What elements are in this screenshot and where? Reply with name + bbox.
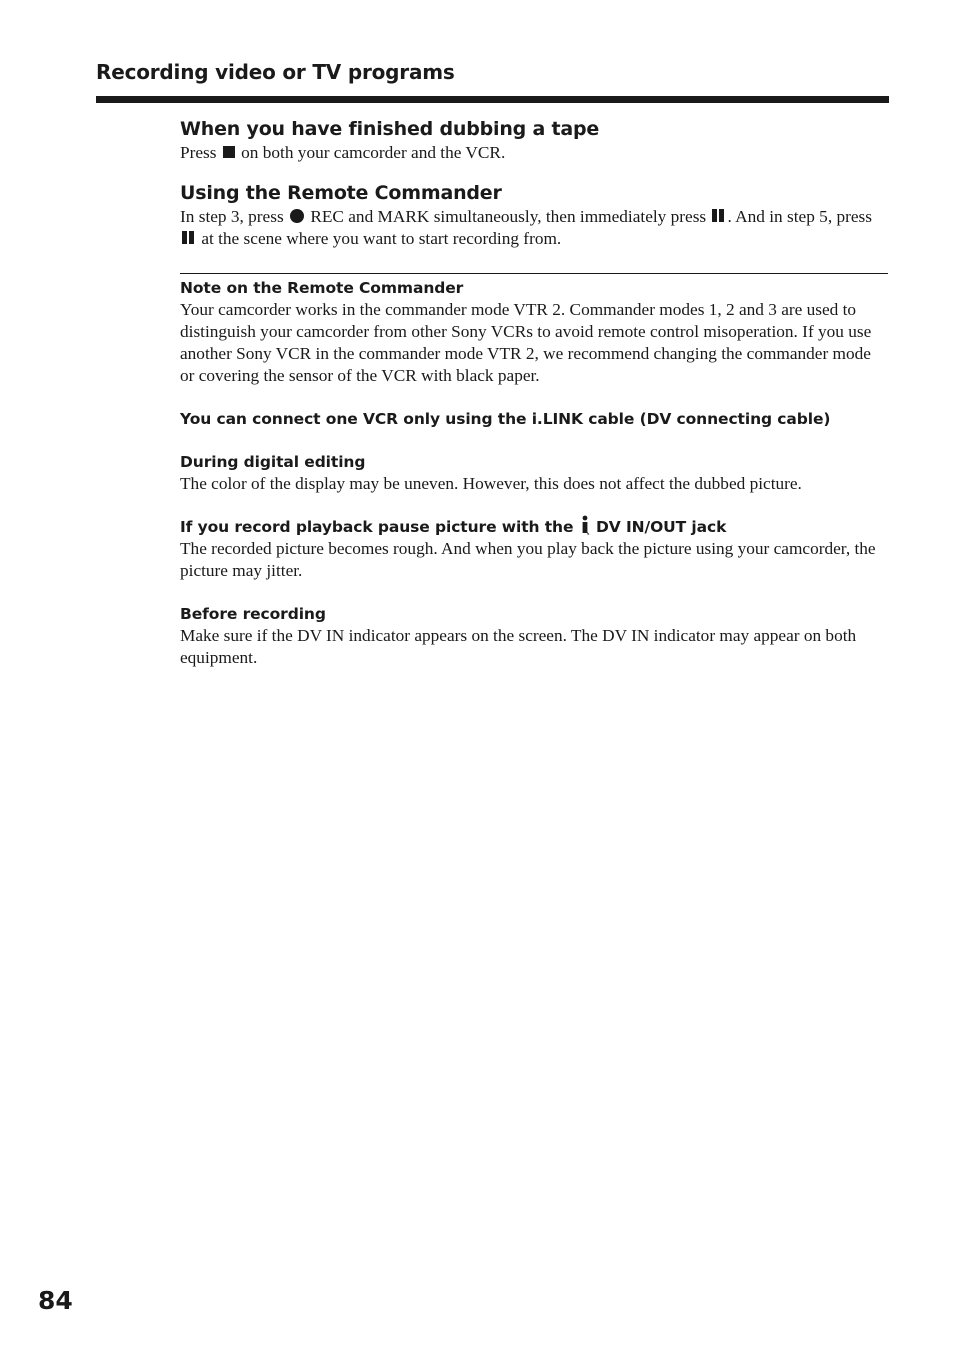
header-rule bbox=[96, 96, 889, 103]
pause-icon bbox=[182, 231, 195, 244]
note-heading: Note on the Remote Commander bbox=[180, 279, 464, 298]
ilink-icon bbox=[580, 515, 590, 535]
page-content bbox=[180, 116, 888, 669]
note-text: Make sure if the DV IN indicator appears on the screen. The DV IN indicator may appear on both equipment. bbox=[180, 625, 857, 667]
finished-dubbing-text: Press on both your camcorder and the VCR. bbox=[180, 143, 506, 162]
note-heading: You can connect one VCR only using the i.LINK cable (DV connecting cable) bbox=[180, 409, 831, 428]
note-heading: If you record playback pause picture with the DV IN/OUT jack bbox=[180, 515, 888, 538]
remote-commander-text: In step 3, press REC and MARK simultaneously, then immediately press . And in step 5, press at the scene where you want to start recording from. bbox=[180, 206, 872, 248]
note-heading: During digital editing bbox=[180, 452, 366, 471]
page-number: 84 bbox=[38, 1286, 73, 1315]
note-text: The recorded picture becomes rough. And when you play back the picture using your camcorder, the picture may jitter. bbox=[180, 539, 876, 581]
stop-icon bbox=[223, 146, 235, 158]
note-text: The color of the display may be uneven. However, this does not affect the dubbed picture. bbox=[180, 473, 802, 493]
note-text: Your camcorder works in the commander mode VTR 2. Commander modes 1, 2 and 3 are used to distinguish your camcorder from other Sony VCRs to avoid remote control misoperation. If you use another Sony VCR in the commander mode VTR 2, we recommend changing the commander mode or covering the sensor of the VCR with black paper. bbox=[180, 300, 872, 385]
notes-divider bbox=[180, 273, 888, 274]
remote-commander-heading: Using the Remote Commander bbox=[180, 181, 502, 204]
finished-dubbing-heading: When you have finished dubbing a tape bbox=[180, 118, 600, 140]
record-icon bbox=[290, 209, 304, 223]
section-title: Recording video or TV programs bbox=[96, 60, 455, 84]
note-heading: Before recording bbox=[180, 604, 326, 623]
pause-icon bbox=[712, 209, 725, 222]
